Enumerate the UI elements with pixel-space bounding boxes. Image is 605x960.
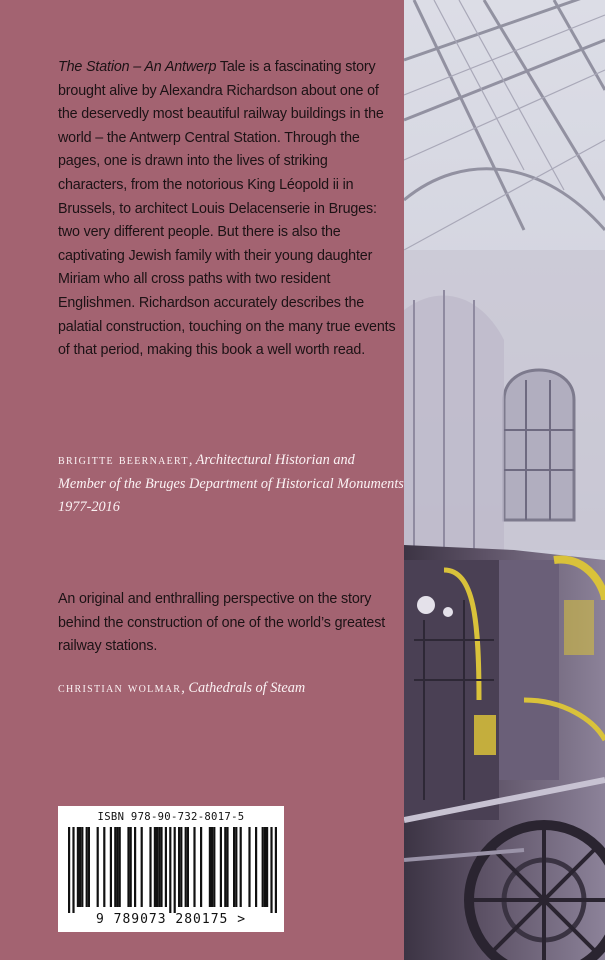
reviewer-credentials-2: , Cathedrals of Steam [181, 680, 306, 696]
barcode-bar [255, 827, 257, 907]
barcode-bar [127, 827, 129, 907]
barcode-bar [220, 827, 222, 907]
review-blurb-1 [58, 56, 398, 363]
barcode-bar [158, 827, 160, 907]
isbn-label: ISBN 978-90-732-8017-5 [97, 811, 245, 823]
barcode-bar [165, 827, 167, 907]
barcode-bar [209, 827, 211, 907]
barcode-bar [68, 827, 70, 913]
barcode-bar [149, 827, 151, 907]
barcode-bar [248, 827, 250, 907]
barcode-bar [174, 827, 176, 913]
barcode-bar [235, 827, 237, 907]
barcode-bar [226, 827, 228, 907]
barcode-bar [180, 827, 182, 907]
review-attribution-1 [58, 449, 404, 520]
barcode-bar [224, 827, 226, 907]
barcode-bar [154, 827, 156, 907]
reviewer-name-1: brigitte beernaert [58, 452, 189, 468]
barcode-bar [114, 827, 116, 907]
barcode-bar [187, 827, 189, 907]
review-blurb-1-text: Tale is a fascinating story brought alive by Alexandra Richardson about one of the deservedly most beautiful railway buildings in the world – the Antwerp Central Station. Through the pages, one is drawn into the lives of striking characters, from the notorious King Léopold ii in Brussels, to architect Louis Delacenserie in Bruges: two very different people. But there is also the captivating Jewish family with their young daughter Miriam who all cross paths with two resident Englishmen. Richardson accurately describes the palatial construction, touching on the many true events of that period, making this book a well worth read. [58, 59, 396, 359]
barcode-bar [97, 827, 99, 907]
barcode-bar [193, 827, 195, 907]
barcode-bar [156, 827, 158, 907]
barcode-bar [169, 827, 171, 913]
barcode-bar [211, 827, 213, 907]
review-blurb-2: An original and enthralling perspective on the story behind the construction of one of the world’s greatest railway stations. [58, 591, 386, 655]
barcode-bar [178, 827, 180, 907]
barcode-bar [185, 827, 187, 907]
book-title: The Station – An Antwerp [58, 59, 217, 75]
barcode-bar [233, 827, 235, 907]
barcode-bar [275, 827, 277, 913]
barcode-bar [81, 827, 83, 907]
barcode-bar [134, 827, 136, 907]
barcode-bar [119, 827, 121, 907]
barcode-bars [64, 827, 278, 913]
barcode-bar [86, 827, 88, 907]
reviewer-credentials-1: , Architectural Historian and Member of the Bruges Department of Historical Monuments 1977-2016 [58, 452, 404, 516]
barcode-bar [264, 827, 266, 907]
barcode-bar [72, 827, 74, 913]
barcode-bar [213, 827, 215, 907]
reviewer-name-2: christian wolmar [58, 680, 182, 696]
isbn-barcode [58, 806, 284, 932]
cover-photo-antwerp-station-locomotive [404, 0, 605, 960]
barcode-bar [266, 827, 268, 907]
barcode-bar [270, 827, 272, 913]
barcode-bar [160, 827, 162, 907]
barcode-bar [103, 827, 105, 907]
barcode-bar [200, 827, 202, 907]
barcode-bar [240, 827, 242, 907]
barcode-bar [262, 827, 264, 907]
barcode-bar [88, 827, 90, 907]
review-attribution-2 [58, 677, 404, 701]
barcode-bar [141, 827, 143, 907]
barcode-bar [116, 827, 118, 907]
barcode-bar [130, 827, 132, 907]
barcode-digits: 9 789073 280175 > [95, 912, 247, 927]
barcode-bar [110, 827, 112, 907]
barcode-bar [77, 827, 79, 907]
barcode-bar [79, 827, 81, 907]
